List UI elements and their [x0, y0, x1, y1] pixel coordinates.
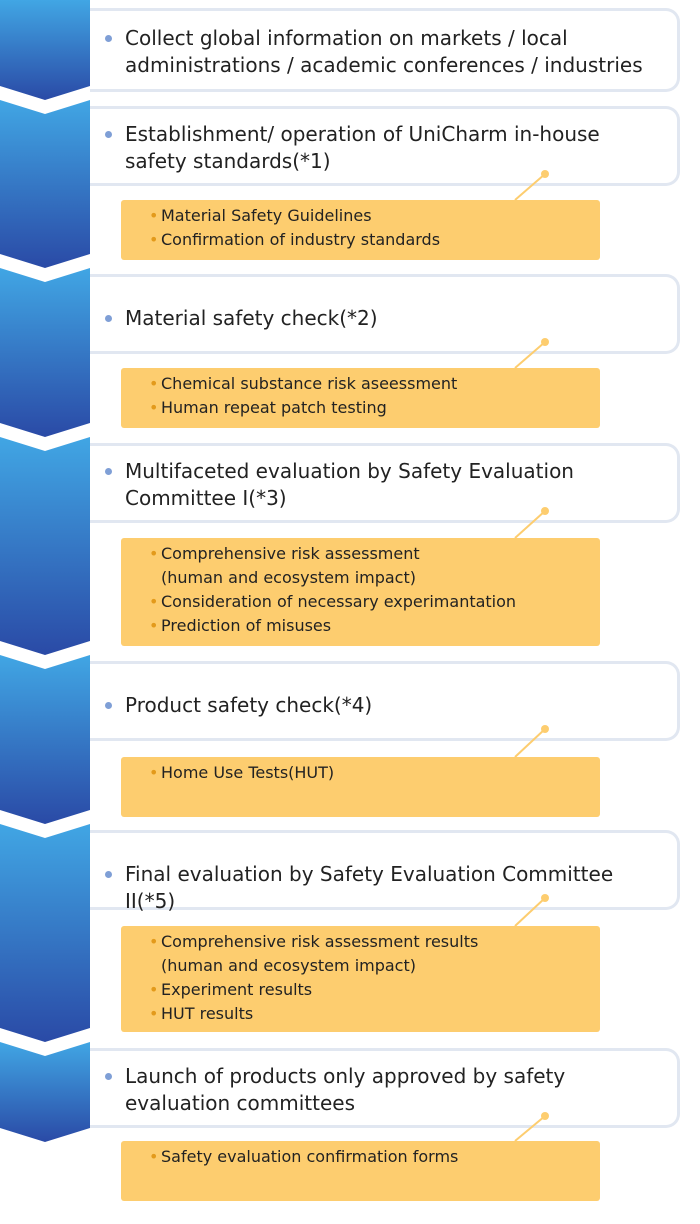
step-title-line: Product safety check(*4): [125, 693, 373, 717]
sub-bullet-icon: •: [149, 230, 159, 249]
step-title: [125, 861, 657, 915]
sub-item: [149, 978, 590, 1002]
sub-item: [161, 954, 590, 978]
step-title: [125, 121, 657, 175]
sub-bullet-icon: •: [149, 1147, 159, 1166]
step-title-line: administrations / academic conferences / industries: [125, 53, 643, 77]
sub-item-text: Confirmation of industry standards: [161, 230, 441, 249]
sub-item-text: Comprehensive risk assessment: [161, 544, 420, 563]
sub-item-text: Prediction of misuses: [161, 616, 332, 635]
sub-bullet-icon: •: [149, 932, 159, 951]
step-title-line: Multifaceted evaluation by Safety Evaluation: [125, 459, 574, 483]
step-title-line: Final evaluation by Safety Evaluation Committee II(*5): [125, 862, 614, 913]
sub-bullet-icon: •: [149, 592, 159, 611]
bullet-dot-icon: [105, 468, 112, 475]
sub-item-text: Human repeat patch testing: [161, 398, 387, 417]
sub-bullet-icon: •: [149, 763, 159, 782]
step-box: [90, 1048, 680, 1128]
arrow-segment: [0, 655, 90, 824]
sub-item: [149, 372, 590, 396]
sub-bullet-icon: •: [149, 980, 159, 999]
sub-item: [149, 590, 590, 614]
sub-bullet-icon: •: [149, 374, 159, 393]
sub-item: [149, 614, 590, 638]
step-title-line: Material safety check(*2): [125, 306, 378, 330]
step-box: [90, 830, 680, 913]
step-box: [90, 661, 680, 741]
sub-item: [149, 542, 590, 566]
sub-bullet-icon: •: [149, 206, 159, 225]
sub-item: [161, 566, 590, 590]
sub-item-box: [121, 538, 600, 646]
bullet-dot-icon: [105, 702, 112, 709]
sub-item-box: [121, 200, 600, 260]
sub-item-text: Safety evaluation confirmation forms: [161, 1147, 459, 1166]
sub-item-box: [121, 757, 600, 817]
bullet-dot-icon: [105, 871, 112, 878]
step-title-line: Collect global information on markets / local: [125, 26, 568, 50]
sub-item-text: Chemical substance risk aseessment: [161, 374, 458, 393]
sub-bullet-icon: •: [149, 1004, 159, 1023]
arrow-segment: [0, 0, 90, 100]
arrow-segment: [0, 437, 90, 655]
step-title: [125, 305, 657, 332]
arrow-segment: [0, 824, 90, 1042]
step-title-line: safety standards(*1): [125, 149, 331, 173]
arrow-segment: [0, 1042, 90, 1142]
arrow-segment: [0, 268, 90, 437]
step-title-line: Committee I(*3): [125, 486, 287, 510]
sub-bullet-icon: •: [149, 616, 159, 635]
sub-item: [149, 1145, 590, 1169]
bullet-dot-icon: [105, 35, 112, 42]
sub-item-text: HUT results: [161, 1004, 254, 1023]
sub-bullet-icon: •: [149, 398, 159, 417]
sub-item: [149, 930, 590, 954]
sub-item: [149, 228, 590, 252]
sub-item-box: [121, 926, 600, 1032]
sub-item: [149, 1002, 590, 1026]
sub-bullet-icon: •: [149, 544, 159, 563]
sub-item-text: Consideration of necessary experimantation: [161, 592, 517, 611]
step-box: [90, 274, 680, 354]
step-title: [125, 25, 657, 79]
step-title: [125, 1063, 657, 1117]
step-box: [90, 8, 680, 92]
step-box: [90, 443, 680, 523]
sub-item-box: [121, 1141, 600, 1201]
sub-item: [149, 396, 590, 420]
step-title-line: Launch of products only approved by safety: [125, 1064, 566, 1088]
sub-item-text: Material Safety Guidelines: [161, 206, 372, 225]
bullet-dot-icon: [105, 315, 112, 322]
step-title-line: Establishment/ operation of UniCharm in-house: [125, 122, 600, 146]
bullet-dot-icon: [105, 131, 112, 138]
sub-item-text: (human and ecosystem impact): [161, 956, 416, 975]
bullet-dot-icon: [105, 1073, 112, 1080]
sub-item-text: Home Use Tests(HUT): [161, 763, 335, 782]
step-title: [125, 458, 657, 512]
sub-item-box: [121, 368, 600, 428]
arrow-segment: [0, 100, 90, 268]
sub-item: [149, 204, 590, 228]
step-title-line: evaluation committees: [125, 1091, 356, 1115]
sub-item-text: Comprehensive risk assessment results: [161, 932, 479, 951]
sub-item-text: Experiment results: [161, 980, 313, 999]
sub-item: [149, 761, 590, 785]
sub-item-text: (human and ecosystem impact): [161, 568, 416, 587]
step-title: [125, 692, 657, 719]
step-box: [90, 106, 680, 186]
